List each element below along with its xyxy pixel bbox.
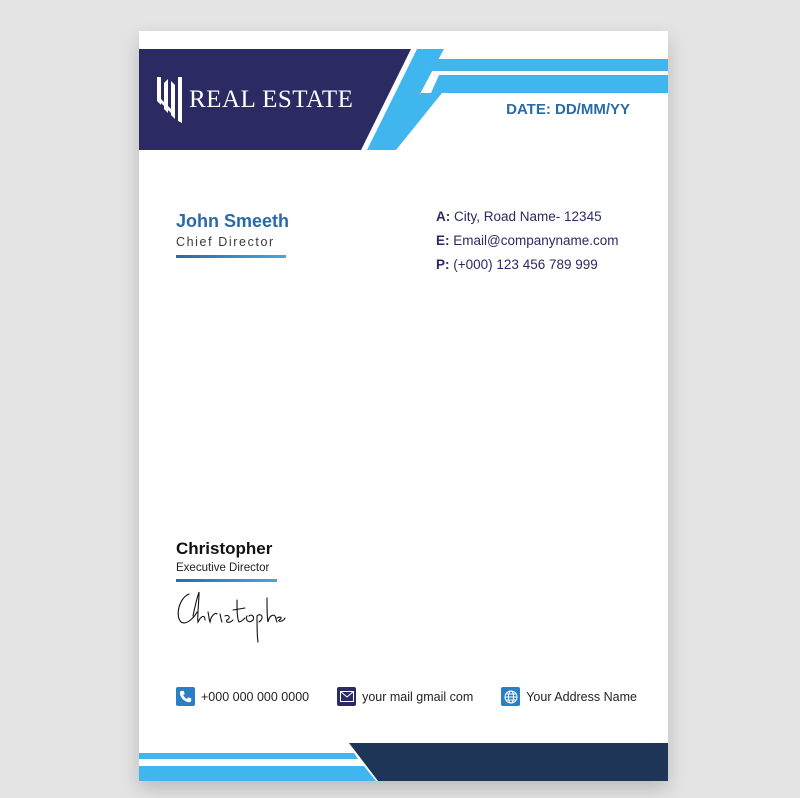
sender-title: Chief Director bbox=[176, 235, 275, 249]
contact-email: E: Email@companyname.com bbox=[436, 233, 619, 248]
building-logo-icon bbox=[155, 75, 189, 125]
footer-phone: +000 000 000 0000 bbox=[176, 687, 309, 706]
sender-block bbox=[176, 211, 289, 258]
footer-sky-stripe-2 bbox=[139, 766, 376, 781]
date-field: DATE: DD/MM/YY bbox=[506, 101, 630, 118]
footer-address: Your Address Name bbox=[501, 687, 637, 706]
contact-address: A: City, Road Name- 12345 bbox=[436, 209, 602, 224]
contact-block bbox=[436, 205, 619, 277]
header-sky-stripe-2 bbox=[432, 59, 668, 71]
letterhead-page bbox=[139, 31, 668, 781]
contact-phone: P: (+000) 123 456 789 999 bbox=[436, 257, 598, 272]
logo-text: REAL ESTATE bbox=[189, 86, 354, 113]
signatory-title: Executive Director bbox=[176, 562, 270, 574]
footer-navy-block bbox=[349, 743, 668, 781]
footer-sky-stripe-1 bbox=[139, 753, 358, 759]
signatory-underline bbox=[176, 579, 277, 582]
mail-icon bbox=[337, 687, 356, 706]
logo bbox=[155, 75, 353, 125]
sender-underline bbox=[176, 255, 286, 258]
header-sky-stripe-3 bbox=[431, 75, 668, 93]
globe-icon bbox=[501, 687, 520, 706]
footer-contacts bbox=[176, 687, 665, 706]
signatory-name: Christopher bbox=[176, 539, 273, 558]
sender-name: John Smeeth bbox=[176, 211, 290, 231]
footer-banner bbox=[139, 741, 668, 781]
handwritten-signature bbox=[175, 586, 287, 644]
footer-mail: your mail gmail com bbox=[337, 687, 473, 706]
phone-icon bbox=[176, 687, 195, 706]
signatory-block bbox=[176, 539, 277, 582]
